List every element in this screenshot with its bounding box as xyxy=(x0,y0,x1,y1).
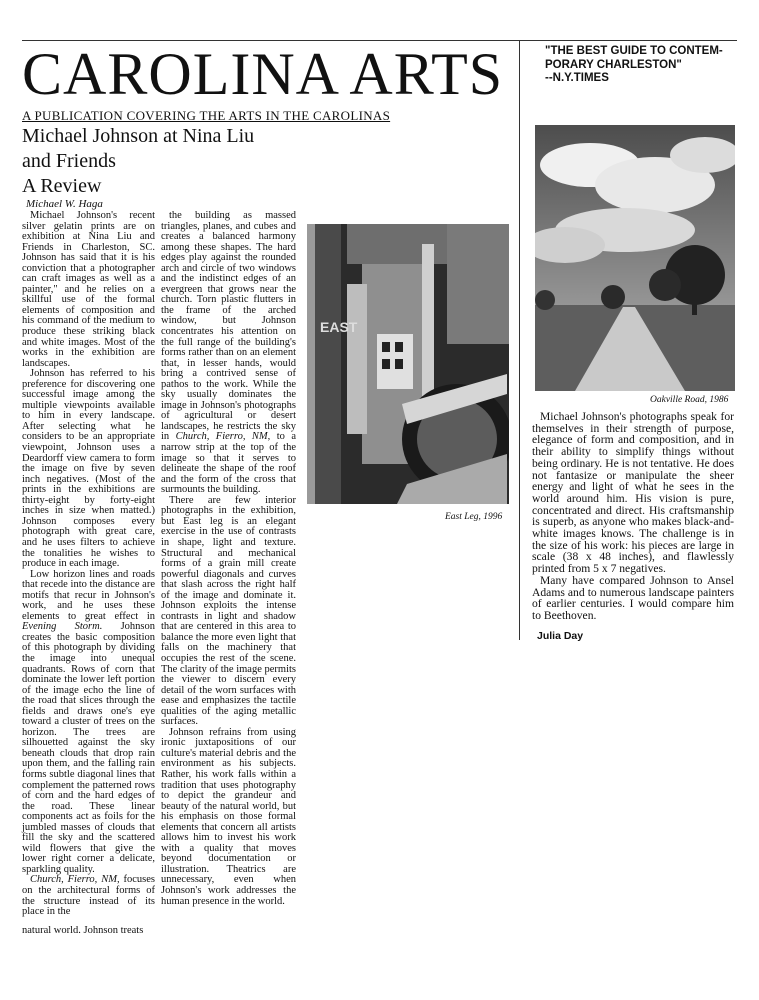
article-subtitle: A Review xyxy=(22,175,102,197)
artwork-title: Church, Fierro, NM, xyxy=(30,874,120,886)
sign-text: EAST xyxy=(320,319,358,335)
quote-line: PORARY CHARLESTON" xyxy=(545,58,682,71)
quote-line: "THE BEST GUIDE TO CONTEM- xyxy=(545,45,723,57)
paragraph: Michael Johnson's photographs speak for themselves in their strength of purpose, elegance of form and composition, and in their ability to simplify things without being ordinary. He is not tentative. He does not fantasize or manipulate the sheer energy and light of what he sees in the world around him. His vision is pure, concentrated and direct. His craftsmanship is superb, as anyone who makes black-and-white images knows. The challenge is in the size of his work: his pieces are large in scale (38 x 48 inches), and flawlessly printed from 5 x 7 negatives. xyxy=(532,410,734,576)
paragraph xyxy=(22,875,155,917)
text-run: to a narrow strip at the top of the image so that it serves to delineate the shape of the roof and the form of the cross that surmounts the building. xyxy=(161,431,297,496)
paragraph: Johnson refrains from using ironic juxtapositions of our culture's material debris and the environment as his subjects. Rather, his work falls within a tradition that uses photography to depict the grandeur and beauty of the natural world, but his emphasis on those formal elements that concern all artists allows him to invest his work with a quality that moves beyond documentation or illustration. Theatrics are unnecessary, even when Johnson's work addresses the human presence in the world. xyxy=(161,726,296,907)
sidebar-review xyxy=(532,411,734,622)
article-title xyxy=(22,124,254,199)
column-divider xyxy=(519,40,520,640)
masthead-tagline: A PUBLICATION COVERING THE ARTS IN THE CAROLINAS xyxy=(22,108,391,123)
text-run: Johnson creates the basic composition of this photograph by dividing the image into unequal quadrants. Rows of corn that dominate the lower left portion of the image echo the line of the road that slices through the fields and draws one's eye toward a cluster of trees on the horizon. The trees are silhouetted against the sky beneath clouds that drop rain upon them, and the falling rain forms subtle diagonal lines that complement the patterned rows of corn and the hard edges of the road. These linear components act as foils for the jumbled masses of clouds that fill the sky and the scattered wild flowers that give the lower right corner a delicate, sparkling quality. xyxy=(22,621,155,875)
text-run: Low horizon lines and roads that recede into the distance are motifs that recur in Johnson's work, and he uses these elements to great effect in xyxy=(22,568,155,622)
signature: Julia Day xyxy=(537,630,584,642)
article-column-1 xyxy=(22,211,155,936)
artwork-title: Evening Storm. xyxy=(22,621,103,633)
article-title-line: and Friends xyxy=(22,150,116,172)
oakville-road-image xyxy=(535,125,735,391)
sidebar-quote xyxy=(545,45,723,86)
article-title-line: Michael Johnson at Nina Liu xyxy=(22,125,255,147)
article-column-2 xyxy=(161,211,296,907)
paragraph: Michael Johnson's recent silver gelatin prints are on exhibition at Nina Liu and Friends in Charleston, SC. Johnson has said that it is his conviction that a photographer can craft images as well as a painter," and he relies on a skillful use of the formal elements of composition and his command of the medium to produce these striking black and white images. Most of the works in the exhibition are landscapes. xyxy=(22,210,155,369)
east-leg-image xyxy=(307,224,509,504)
paragraph: There are few interior photographs in the exhibition, but East leg is an elegant exercise in the use of contrasts in shape, light and texture. Structural and mechanical forms of a grain mill create powerful diagonals and curves that slash across the right half of the image and dominate it. Johnson exploits the intense contrasts in light and shadow that are centered in this area to balance the more even light that falls on the machinery that occupies the rest of the scene. The clarity of the image permits the viewer to discern every detail of the worn surfaces with ease and emphasizes the tactile qualities of the aging metallic surfaces. xyxy=(161,494,296,728)
text-run: the building as massed triangles, planes, and cubes and creates a balanced harmony among these shapes. The hard edges play against the rounded arch and circle of two windows and the indistinct edges of an evergreen that grows near the church. Torn plastic flutters in the frame of the arched window, but Johnson concentrates his attention on the full range of the building's forms rather than on an element that, in lesser hands, would bring a contrived sense of pathos to the work. While the sky usually dominates the image in Johnson's photographs of agricultural or desert landscapes, he restricts the sky in xyxy=(161,210,296,443)
paragraph xyxy=(22,570,155,876)
paragraph xyxy=(161,211,296,496)
photo-caption: East Leg, 1996 xyxy=(445,512,503,522)
masthead-title: CAROLINA ARTS xyxy=(22,41,504,107)
paragraph-continued: natural world. Johnson treats xyxy=(22,924,144,936)
byline: Michael W. Haga xyxy=(26,198,103,210)
paragraph: Johnson has referred to his preference for discovering one successful image among the multiple viewpoints available to him in every landscape. After selecting what he considers to be an appropriate viewpoint, Johnson uses a Deardorff view camera to form the image on five by seven inch negatives. (Most of the prints in the exhibitions are thirty-eight by forty-eight inches in size when matted.) Johnson composes every photograph with great care, and he uses filters to achieve the tonalities he wishes to produce in each image. xyxy=(22,368,155,570)
photo-caption: Oakville Road, 1986 xyxy=(650,395,729,405)
paragraph: Many have compared Johnson to Ansel Adams and to numerous landscape painters of earlier centuries. I would compare him to Beethoven. xyxy=(532,573,734,622)
quote-attribution: --N.Y.TIMES xyxy=(545,72,609,84)
text-run: focuses on the architectural forms of the structure instead of its place in the xyxy=(22,874,155,918)
photo-oakville-road xyxy=(535,125,735,391)
photo-east-leg xyxy=(307,224,509,504)
artwork-title: Church, Fierro, NM, xyxy=(175,431,271,443)
